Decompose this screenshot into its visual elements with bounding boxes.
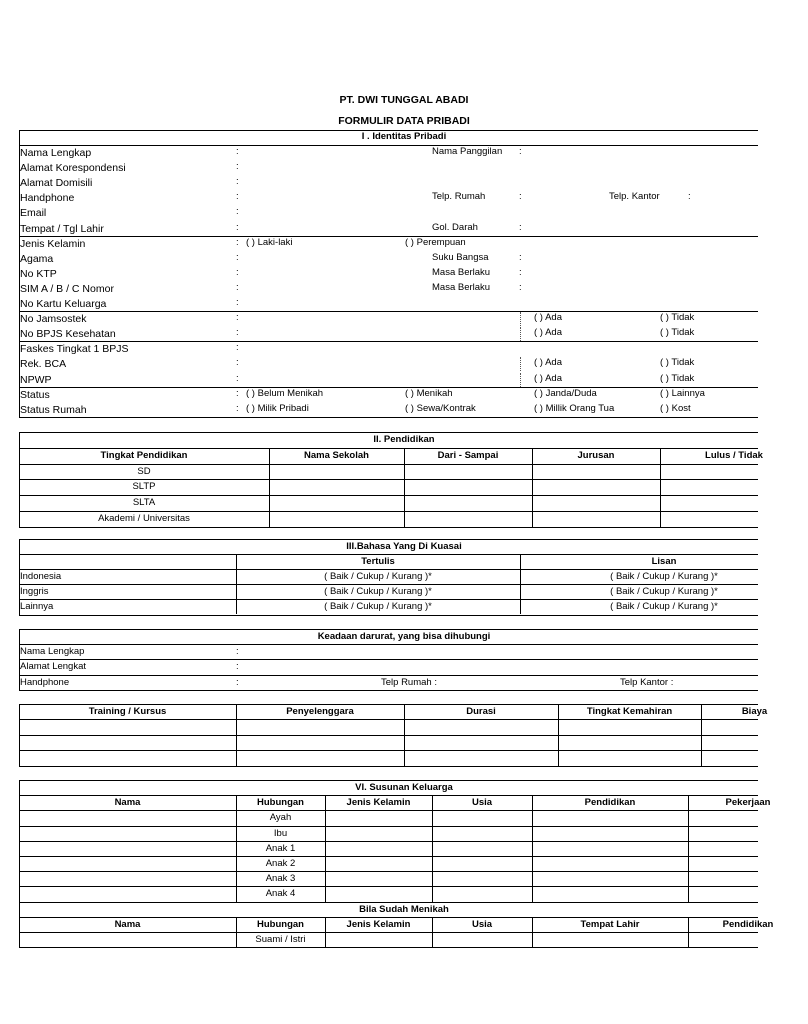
table-column-divider [236,917,237,947]
table-cell-input[interactable] [533,496,659,510]
table-row-rule [19,902,758,903]
table-header-cell: Lulus / Tidak [705,449,763,461]
language-name: Inggris [20,586,49,598]
family-cell-input[interactable] [689,857,757,870]
training-header-cell: Penyelenggara [286,706,354,717]
field-colon: : [236,206,239,218]
table-header-cell: Jurusan [577,449,615,461]
married-header-cell: Usia [471,918,493,930]
checkbox-option: ( ) Tidak [660,312,695,324]
field-input[interactable] [244,221,424,236]
field-input[interactable] [244,372,424,387]
field-label: Faskes Tingkat 1 BPJS [20,343,129,356]
section-3-title: III.Bahasa Yang Di Kuasai [346,541,462,552]
spouse-cell-input[interactable] [433,933,531,946]
field-input[interactable] [244,251,424,266]
section-3-top-rule [19,539,758,540]
checkbox-option: ( ) Ada [534,372,562,384]
training-header-cell: Tingkat Kemahiran [586,706,673,717]
table-column-divider [432,795,433,901]
training-cell-input[interactable] [559,736,700,749]
field-input-secondary[interactable] [526,145,606,160]
family-cell-input[interactable] [20,857,235,870]
table-row-rule [19,704,758,705]
checkbox-option: ( ) Tidak [660,327,695,339]
field-label-secondary: Suku Bangsa [432,251,489,263]
field-colon: : [519,251,522,263]
training-header-cell: Durasi [466,706,496,717]
family-header-cell: Nama [114,797,141,809]
family-cell-input[interactable] [533,811,687,824]
table-cell-input[interactable] [270,512,403,526]
table-header-cell: Tingkat Pendidikan [100,449,188,461]
training-cell-input[interactable] [237,736,403,749]
family-cell-input[interactable] [533,827,687,840]
table-row-rule [19,766,758,767]
language-name: Lainnya [20,601,54,613]
checkbox-option: ( ) Perempuan [405,236,466,248]
family-cell-input[interactable] [326,811,431,824]
group-rule [19,341,758,342]
emergency-home-phone-label: Telp Rumah : [381,676,437,688]
table-row-rule [19,947,758,948]
field-colon: : [519,281,522,293]
family-cell-input[interactable] [433,872,531,885]
spoken-proficiency: ( Baik / Cukup / Kurang )* [610,601,718,613]
training-cell-input[interactable] [20,736,235,749]
checkbox-option: ( ) Sewa/Kontrak [405,402,476,414]
field-input-secondary[interactable] [526,221,606,236]
group-rule [19,236,758,237]
field-colon: : [236,236,239,248]
checkbox-option: ( ) Laki-laki [246,236,293,248]
field-label: Tempat / Tgl Lahir [20,222,104,235]
education-level: SLTP [132,481,156,493]
checkbox-option: ( ) Janda/Duda [534,387,597,399]
field-label-secondary: Nama Panggilan [432,146,503,157]
training-cell-input[interactable] [702,736,757,749]
married-header-cell: Pendidikan [722,918,774,930]
checkbox-option: ( ) Tidak [660,372,695,384]
table-cell-input[interactable] [661,496,757,510]
field-label: SIM A / B / C Nomor [20,282,114,295]
field-label-secondary: Masa Berlaku [432,266,491,278]
family-relation: Anak 4 [265,888,296,900]
family-cell-input[interactable] [533,872,687,885]
section-6-left-border [19,780,20,947]
section-1-left-border [19,130,20,417]
emergency-field-label: Handphone [20,676,70,688]
field-colon: : [236,646,239,658]
field-colon: : [236,312,239,324]
field-label: Rek. BCA [20,358,67,371]
table-cell-input[interactable] [405,465,531,479]
field-colon: : [236,327,239,339]
field-colon: : [236,387,239,399]
family-header-cell: Usia [471,797,493,809]
field-colon: : [236,251,239,263]
training-cell-input[interactable] [702,720,757,733]
field-label: Status Rumah [20,403,87,416]
field-colon: : [236,161,239,173]
field-label: Alamat Domisili [20,177,93,190]
table-cell-input[interactable] [405,512,531,526]
table-row-rule [19,448,758,449]
table-column-divider [701,704,702,766]
married-subtitle: Bila Sudah Menikah [359,903,449,915]
section-4-top-rule [19,629,758,630]
dotted-divider [520,327,521,341]
section-2-top-rule [19,432,758,433]
checkbox-option: ( ) Ada [534,312,562,324]
field-label: No Jamsostek [20,313,87,326]
field-input[interactable] [244,145,424,160]
checkbox-option: ( ) Lainnya [660,387,705,399]
section-4-left-border [19,629,20,690]
table-row-rule [19,554,758,555]
checkbox-option: ( ) Kost [660,402,691,414]
family-cell-input[interactable] [533,842,687,855]
dotted-divider [520,373,521,387]
table-row-rule [19,690,758,691]
training-cell-input[interactable] [405,736,557,749]
table-column-divider [532,795,533,901]
dotted-divider [520,312,521,326]
table-column-divider [325,795,326,901]
field-label: Handphone [20,192,75,205]
family-cell-input[interactable] [326,857,431,870]
field-input[interactable] [244,341,424,356]
field-colon: : [236,676,239,688]
spoken-proficiency: ( Baik / Cukup / Kurang )* [610,586,718,598]
training-cell-input[interactable] [405,720,557,733]
family-cell-input[interactable] [689,811,757,824]
field-label: No BPJS Kesehatan [20,328,116,341]
family-cell-input[interactable] [433,811,531,824]
field-label: Jenis Kelamin [20,237,86,250]
table-column-divider [269,448,270,527]
field-colon: : [519,191,522,203]
emergency-office-phone-label: Telp Kantor : [620,676,674,688]
company-name: PT. DWI TUNGGAL ABADI [339,94,469,106]
family-cell-input[interactable] [433,857,531,870]
field-colon: : [236,372,239,384]
written-proficiency: ( Baik / Cukup / Kurang )* [324,586,432,598]
section-1-title: I . Identitas Pribadi [361,131,447,142]
training-cell-input[interactable] [237,751,403,764]
field-colon: : [519,146,522,157]
family-cell-input[interactable] [433,887,531,900]
table-column-divider [404,448,405,527]
table-cell-input[interactable] [661,512,757,526]
field-label-secondary: Telp. Rumah [432,191,486,203]
table-column-divider [236,554,237,614]
table-column-divider [688,795,689,901]
form-title: FORMULIR DATA PRIBADI [338,115,470,127]
table-header-cell: Nama Sekolah [304,449,369,461]
spouse-cell-input[interactable] [326,933,431,946]
field-colon: : [519,221,522,233]
field-label: Alamat Korespondensi [20,162,126,175]
family-cell-input[interactable] [326,887,431,900]
spouse-cell-input[interactable] [20,933,235,946]
table-column-divider [688,917,689,947]
field-label: NPWP [20,373,52,386]
field-input[interactable] [244,190,424,205]
training-cell-input[interactable] [405,751,557,764]
field-label: No KTP [20,267,57,280]
table-cell-input[interactable] [405,480,531,494]
family-relation: Anak 1 [265,842,296,854]
table-cell-input[interactable] [533,480,659,494]
field-label-tertiary: Telp. Kantor [609,191,660,203]
field-label: Email [20,207,47,220]
table-row-rule [19,584,758,585]
family-cell-input[interactable] [326,842,431,855]
field-input[interactable] [244,281,424,296]
training-header-cell: Biaya [741,706,768,717]
field-label: Nama Lengkap [20,147,92,159]
section-6-title: VI. Susunan Keluarga [355,782,453,793]
field-colon: : [519,266,522,278]
field-colon: : [236,297,239,308]
field-input[interactable] [244,160,424,175]
family-header-cell: Hubungan [257,797,304,809]
field-colon: : [236,281,239,293]
field-colon: : [236,221,239,233]
table-cell-input[interactable] [533,465,659,479]
family-cell-input[interactable] [689,872,757,885]
field-label-secondary: Gol. Darah [432,221,478,233]
table-column-divider [432,917,433,947]
family-cell-input[interactable] [326,827,431,840]
table-cell-input[interactable] [270,496,403,510]
table-column-divider [325,917,326,947]
column-header-written: Tertulis [361,556,395,568]
table-row-rule [19,615,758,616]
section-4-title: Keadaan darurat, yang bisa dihubungi [317,631,491,642]
married-header-cell: Hubungan [257,918,304,930]
married-header-cell: Tempat Lahir [580,918,640,930]
field-colon: : [236,402,239,414]
checkbox-option: ( ) Ada [534,357,562,369]
field-colon: : [236,661,239,673]
table-row-rule [19,795,758,796]
section-6-top-rule [19,780,758,781]
family-cell-input[interactable] [20,842,235,855]
table-column-divider [19,704,20,766]
table-column-divider [236,795,237,901]
table-row-rule [19,569,758,570]
field-label-secondary: Masa Berlaku [432,281,491,293]
family-relation: Anak 2 [265,858,296,869]
education-level: SD [137,465,151,477]
checkbox-option: ( ) Menikah [405,387,453,399]
field-colon: : [236,146,239,157]
training-header-cell: Training / Kursus [88,706,167,717]
spouse-cell-input[interactable] [689,933,757,946]
training-cell-input[interactable] [559,751,700,764]
married-header-cell: Nama [114,918,141,930]
family-relation: Ibu [273,827,288,839]
field-input-secondary[interactable] [526,251,606,266]
written-proficiency: ( Baik / Cukup / Kurang )* [324,601,432,613]
training-cell-input[interactable] [559,720,700,733]
married-header-cell: Jenis Kelamin [346,918,411,930]
family-header-cell: Pekerjaan [725,797,771,809]
table-column-divider [404,704,405,766]
written-proficiency: ( Baik / Cukup / Kurang )* [324,571,432,583]
field-colon: : [236,176,239,188]
family-cell-input[interactable] [689,842,757,855]
table-cell-input[interactable] [405,496,531,510]
education-level: Akademi / Universitas [98,513,190,524]
training-cell-input[interactable] [20,751,235,764]
section-2-left-border [19,432,20,527]
education-level: SLTA [132,497,156,509]
field-input[interactable] [244,326,424,341]
table-column-divider [532,917,533,947]
spouse-cell-input[interactable] [533,933,687,946]
checkbox-option: ( ) Millik Orang Tua [534,402,615,414]
table-row-rule [19,527,758,528]
field-input[interactable] [244,296,424,311]
table-row-rule [19,917,758,918]
field-input[interactable] [244,311,424,326]
table-cell-input[interactable] [270,465,403,479]
family-header-cell: Pendidikan [584,797,636,809]
emergency-field-label: Nama Lengkap [20,646,85,658]
checkbox-option: ( ) Ada [534,327,562,339]
field-label: Agama [20,252,54,265]
table-column-divider [520,554,521,614]
family-relation: Ayah [269,812,292,824]
spouse-relation: Suami / Istri [255,934,306,945]
field-input[interactable] [244,266,424,281]
field-input[interactable] [244,205,424,220]
family-relation: Anak 3 [265,873,296,885]
section-3-left-border [19,539,20,615]
dotted-divider [520,357,521,371]
family-cell-input[interactable] [20,872,235,885]
table-column-divider [532,448,533,527]
training-cell-input[interactable] [20,720,235,733]
family-cell-input[interactable] [689,887,757,900]
training-cell-input[interactable] [237,720,403,733]
family-cell-input[interactable] [689,827,757,840]
table-cell-input[interactable] [661,465,757,479]
table-column-divider [558,704,559,766]
table-column-divider [660,448,661,527]
family-cell-input[interactable] [433,842,531,855]
language-name: Indonesia [20,571,62,583]
group-rule [19,387,758,388]
family-cell-input[interactable] [20,811,235,824]
training-cell-input[interactable] [702,751,757,764]
field-colon: : [688,191,691,203]
table-row-rule [19,599,758,600]
family-cell-input[interactable] [533,887,687,900]
emergency-field-input[interactable] [244,659,704,674]
family-cell-input[interactable] [433,827,531,840]
family-cell-input[interactable] [20,827,235,840]
emergency-field-label: Alamat Lengkat [20,661,87,673]
checkbox-option: ( ) Milik Pribadi [246,402,309,414]
table-cell-input[interactable] [533,512,659,526]
emergency-field-input[interactable] [244,644,704,659]
spoken-proficiency: ( Baik / Cukup / Kurang )* [610,571,718,583]
field-input[interactable] [244,356,424,371]
table-cell-input[interactable] [270,480,403,494]
field-label: Status [20,388,50,401]
family-cell-input[interactable] [533,857,687,870]
section-1-bottom-rule [19,417,758,418]
field-input[interactable] [244,175,424,190]
field-colon: : [236,357,239,369]
checkbox-option: ( ) Tidak [660,357,695,369]
checkbox-option: ( ) Belum Menikah [246,387,324,399]
field-colon: : [236,342,239,354]
field-colon: : [236,191,239,203]
family-header-cell: Jenis Kelamin [346,797,411,809]
family-cell-input[interactable] [326,872,431,885]
table-cell-input[interactable] [661,480,757,494]
field-input-secondary[interactable] [526,266,606,281]
family-cell-input[interactable] [20,887,235,900]
field-colon: : [236,266,239,278]
field-label: No Kartu Keluarga [20,298,107,310]
group-rule [19,311,758,312]
table-header-cell: Dari - Sampai [437,449,499,461]
column-header-spoken: Lisan [651,556,677,568]
field-input-secondary[interactable] [526,281,606,296]
field-input-secondary[interactable] [526,190,606,205]
section-2-title: II. Pendidikan [373,434,435,445]
table-column-divider [236,704,237,766]
